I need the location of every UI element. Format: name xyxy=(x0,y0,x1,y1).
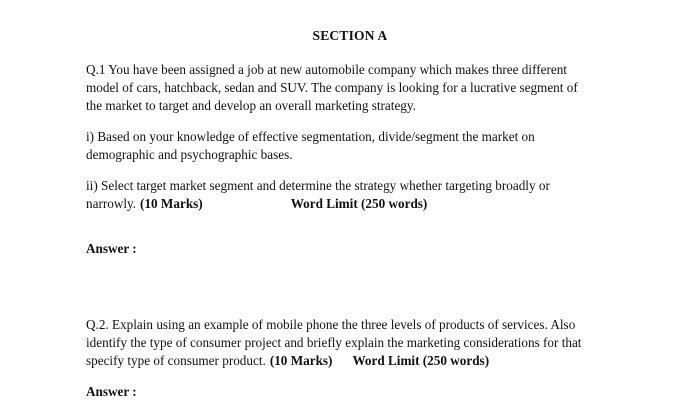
part-i-line-1: i) Based on your knowledge of effective segmentation, divide/segment the market on xyxy=(86,129,535,144)
question-2-line-1: Q.2. Explain using an example of mobile phone the three levels of products of services. Also xyxy=(86,317,576,332)
question-2-marks: (10 Marks) xyxy=(269,353,333,369)
question-1-part-ii xyxy=(86,177,626,213)
question-1-line-1: Q.1 You have been assigned a job at new automobile company which makes three different xyxy=(86,62,567,77)
question-2-line-3-text: specify type of consumer product. xyxy=(86,353,266,369)
question-2-paragraph xyxy=(86,316,626,371)
part-ii-line-1: ii) Select target market segment and determine the strategy whether targeting broadly or xyxy=(86,178,550,193)
question-1-line-2: model of cars, hatchback, sedan and SUV. The company is looking for a lucrative segment of xyxy=(86,80,578,96)
section-heading: SECTION A xyxy=(312,28,388,43)
part-i-line-2: demographic and psychographic bases. xyxy=(86,147,293,163)
question-2-line-3 xyxy=(86,352,626,370)
question-2-answer-label: Answer : xyxy=(86,384,137,399)
part-ii-line-2-text: narrowly. xyxy=(86,196,137,212)
question-1-paragraph xyxy=(86,61,626,116)
question-2-line-2: identify the type of consumer project and briefly explain the marketing considerations for that xyxy=(86,335,582,351)
question-2-word-limit: Word Limit (250 words) xyxy=(352,353,490,369)
question-1-marks: (10 Marks) xyxy=(140,196,203,212)
question-1-answer-label: Answer : xyxy=(86,241,137,256)
question-1-line-3: the market to target and develop an overall marketing strategy. xyxy=(86,98,416,114)
question-1-word-limit: Word Limit (250 words) xyxy=(290,196,428,212)
part-ii-line-2 xyxy=(86,195,626,213)
question-1-part-i xyxy=(86,128,626,164)
